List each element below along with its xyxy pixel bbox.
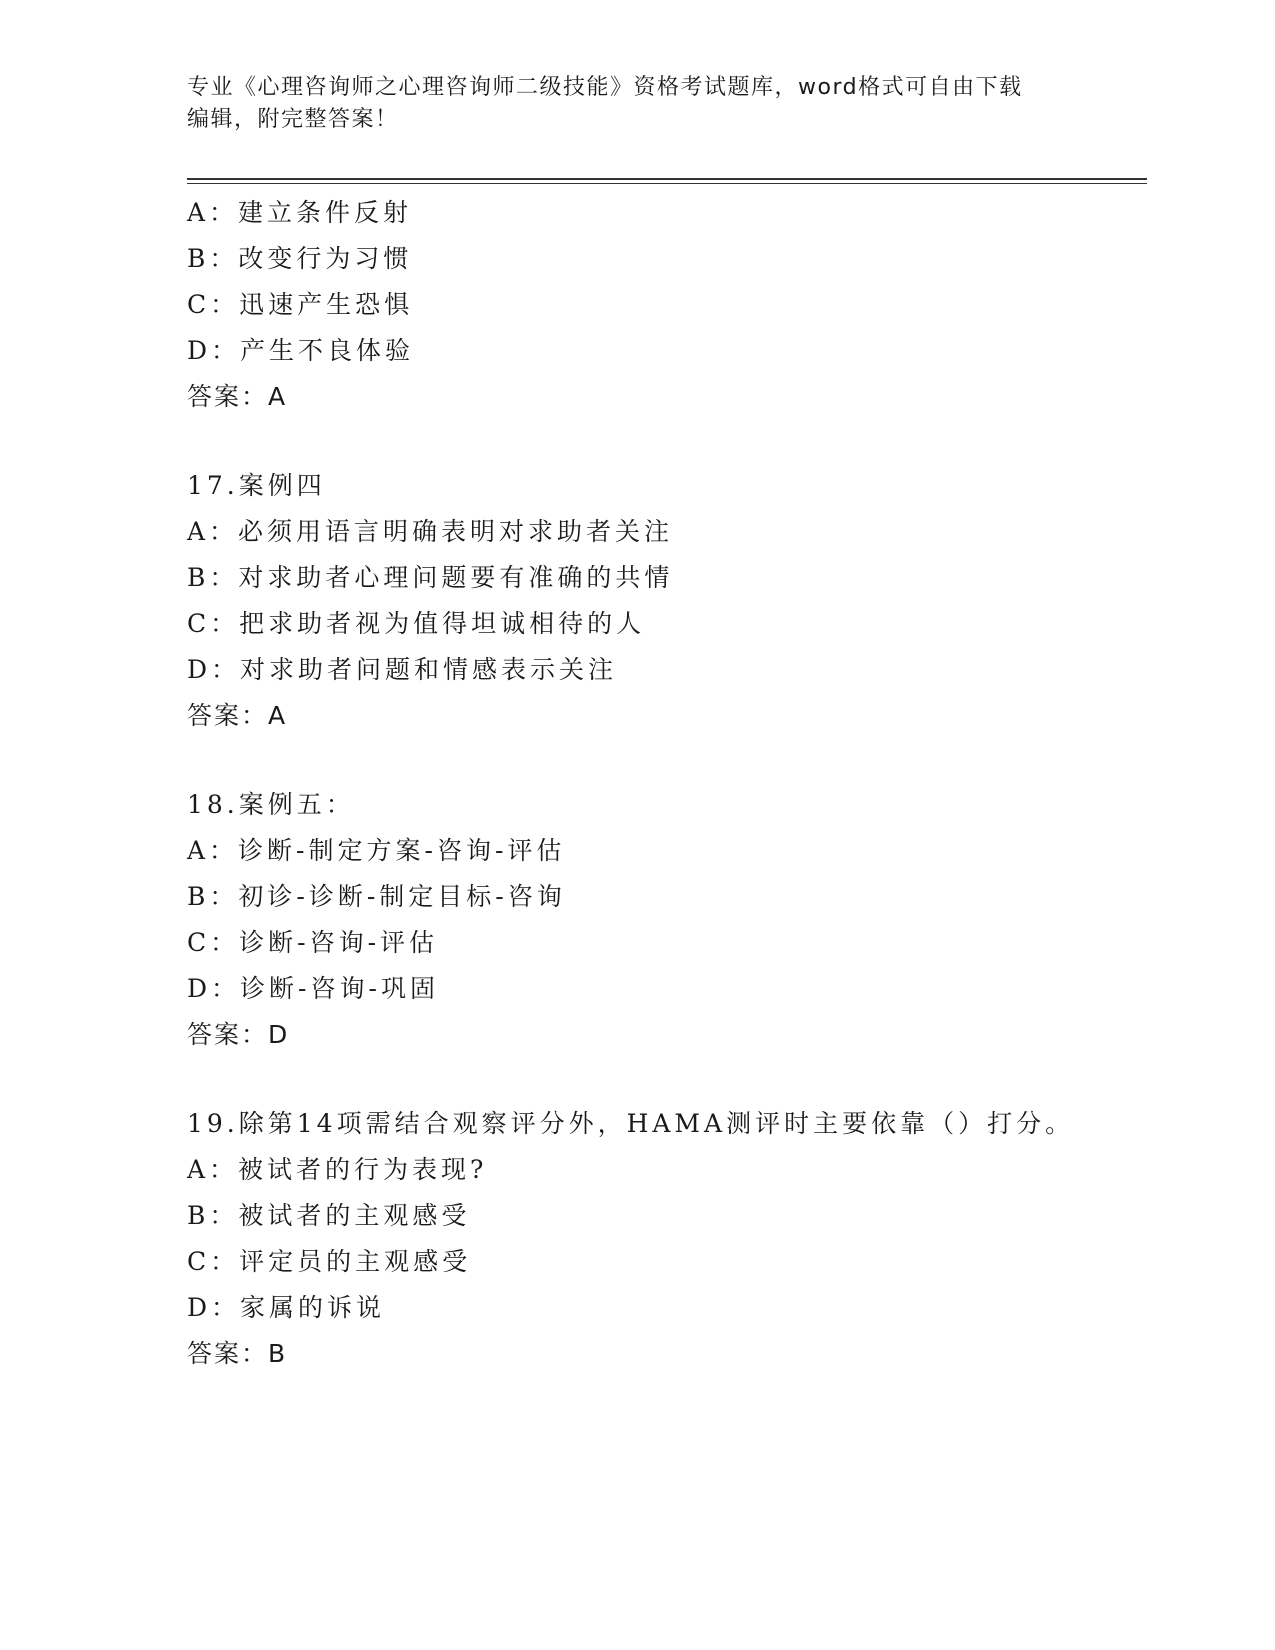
question-stem: 19.除第14项需结合观察评分外，HAMA测评时主要依靠（）打分。: [187, 1109, 1075, 1138]
option-c: C：把求助者视为值得坦诚相待的人: [187, 609, 646, 638]
option-a: A：诊断-制定方案-咨询-评估: [187, 836, 566, 865]
header-divider-thin: [187, 183, 1147, 184]
option-b: B：对求助者心理问题要有准确的共情: [187, 563, 674, 592]
answer: 答案：A: [187, 701, 288, 730]
answer: 答案：A: [187, 382, 288, 411]
answer: 答案：B: [187, 1339, 288, 1368]
question-17: [187, 463, 1147, 739]
option-b: B：改变行为习惯: [187, 244, 413, 273]
option-a: A：被试者的行为表现?: [187, 1155, 488, 1184]
header-divider: [187, 178, 1147, 180]
header-line-1: 专业《心理咨询师之心理咨询师二级技能》资格考试题库，word格式可自由下载: [187, 75, 1023, 100]
question-stem: 18.案例五：: [187, 790, 355, 819]
option-a: A：必须用语言明确表明对求助者关注: [187, 517, 674, 546]
answer: 答案：D: [187, 1020, 290, 1049]
option-d: D：家属的诉说: [187, 1293, 386, 1322]
question-list: [187, 190, 1147, 1377]
question-19: [187, 1101, 1147, 1377]
option-c: C：迅速产生恐惧: [187, 290, 414, 319]
option-d: D：产生不良体验: [187, 336, 415, 365]
option-d: D：对求助者问题和情感表示关注: [187, 655, 618, 684]
question-16-continued: [187, 190, 1147, 420]
option-b: B：初诊-诊断-制定目标-咨询: [187, 882, 566, 911]
option-c: C：诊断-咨询-评估: [187, 928, 439, 957]
option-d: D：诊断-咨询-巩固: [187, 974, 439, 1003]
page-header: [187, 72, 1087, 136]
option-c: C：评定员的主观感受: [187, 1247, 472, 1276]
option-b: B：被试者的主观感受: [187, 1201, 471, 1230]
option-a: A：建立条件反射: [187, 198, 413, 227]
header-line-2: 编辑，附完整答案！: [187, 107, 399, 132]
question-stem: 17.案例四: [187, 471, 326, 500]
question-18: [187, 782, 1147, 1058]
